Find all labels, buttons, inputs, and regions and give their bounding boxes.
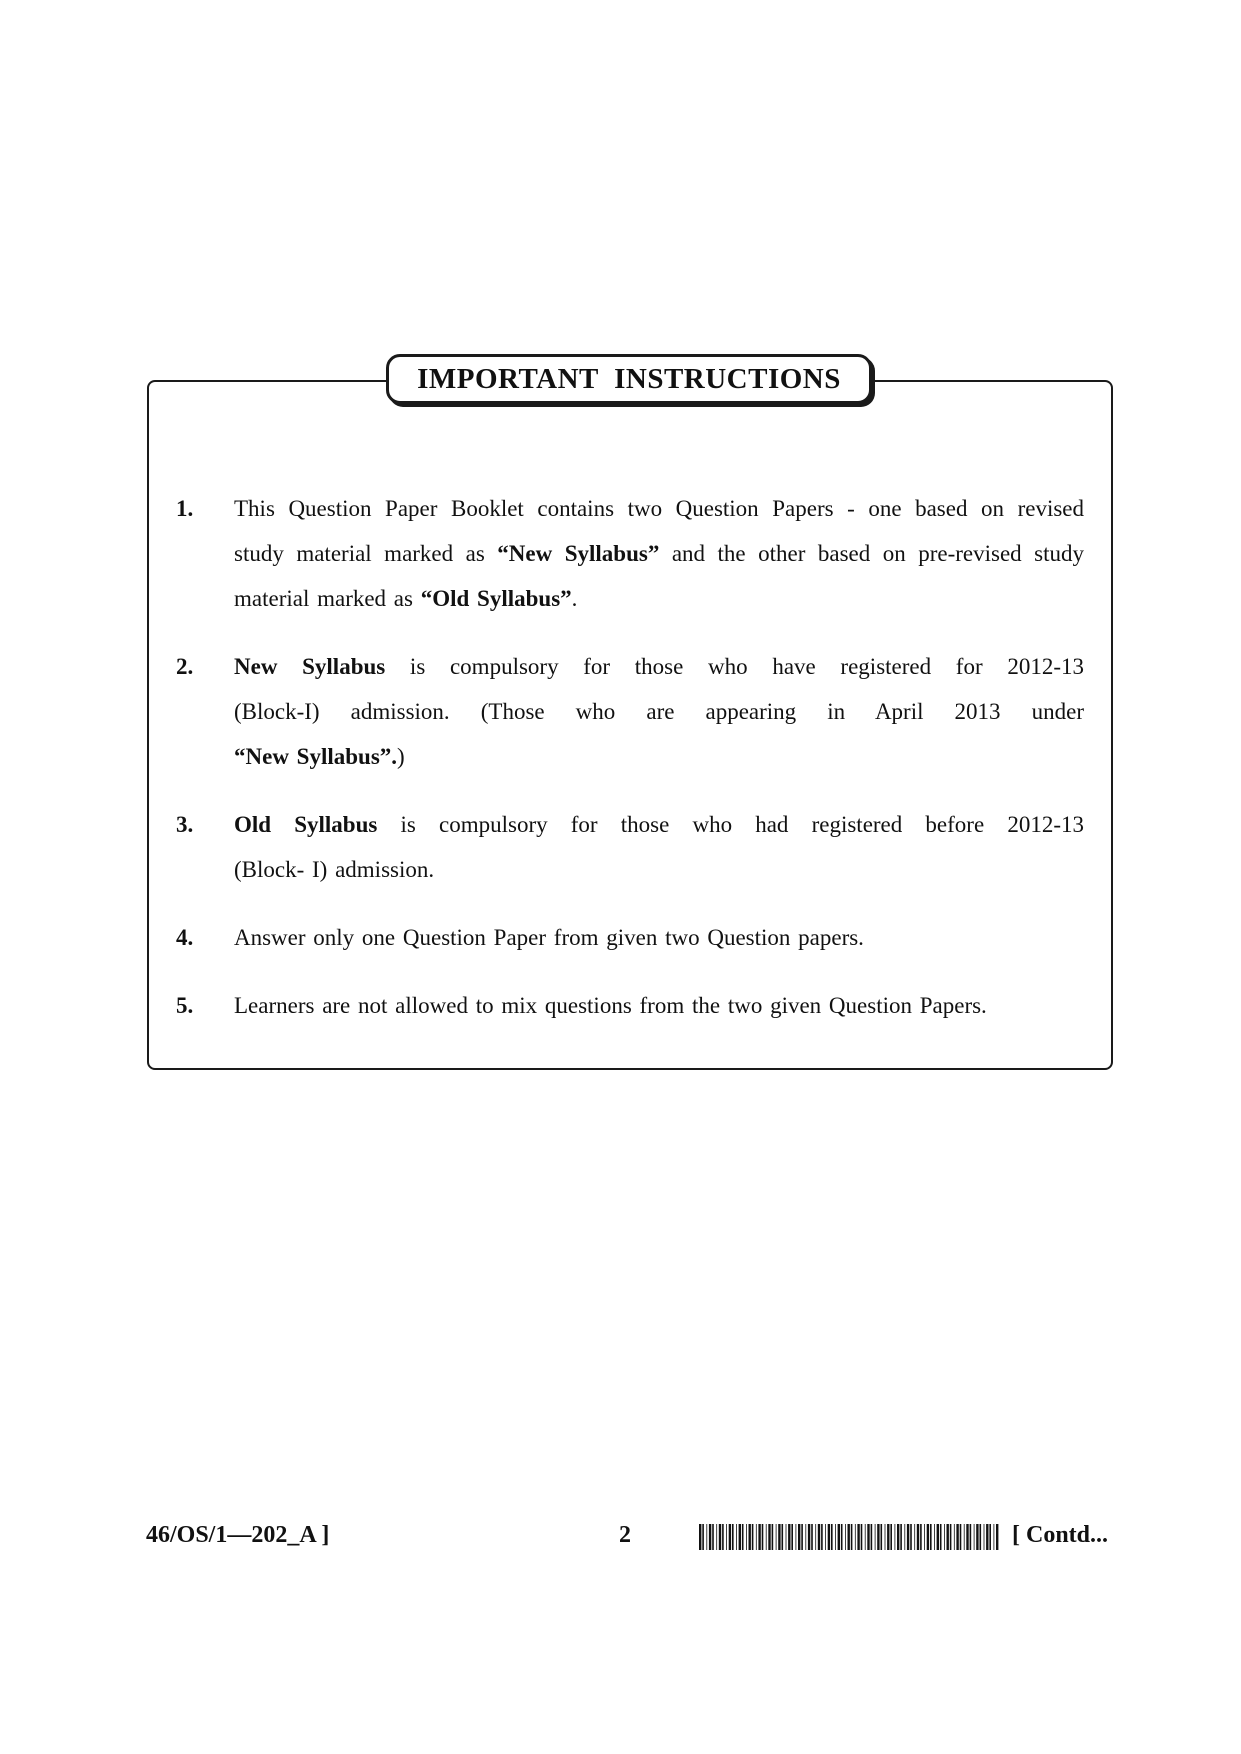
page-footer <box>0 1522 1241 1556</box>
instruction-text: Learners are not allowed to mix questions from the two given Question Papers. <box>234 993 987 1018</box>
continued-label: [ Contd... <box>1012 1522 1109 1548</box>
instruction-number: 4. <box>176 925 194 950</box>
instruction-line <box>234 847 1084 892</box>
emphasized-text: Old Syllabus <box>234 812 378 837</box>
barcode-image <box>699 1524 999 1550</box>
instructions-title: IMPORTANT INSTRUCTIONS <box>386 354 872 404</box>
instruction-item <box>176 644 1084 779</box>
instruction-text: material marked as <box>234 586 421 611</box>
instruction-item <box>176 486 1084 621</box>
instruction-item <box>176 802 1084 892</box>
instruction-text: (Block-I) admission. (Those who are appearing in April 2013 under <box>234 699 1084 724</box>
paper-code: 46/OS/1—202_A ] <box>146 1522 330 1548</box>
instruction-number: 2. <box>176 654 194 679</box>
instruction-line <box>234 576 1084 621</box>
instruction-number: 1. <box>176 496 194 521</box>
instruction-line <box>234 486 1084 531</box>
instructions-list <box>176 486 1084 1051</box>
page-number: 2 <box>619 1522 631 1548</box>
emphasized-text: New Syllabus <box>234 654 386 679</box>
instruction-line <box>234 689 1084 734</box>
instruction-text: (Block- I) admission. <box>234 857 435 882</box>
instruction-number: 3. <box>176 812 194 837</box>
instruction-text: ) <box>397 744 405 769</box>
emphasized-text: “New Syllabus” <box>497 541 660 566</box>
instruction-text: . <box>571 586 578 611</box>
instruction-text: and the other based on pre-revised study <box>659 541 1084 566</box>
instruction-text: is compulsory for those who had registered before 2012-13 <box>377 812 1084 837</box>
emphasized-text: “New Syllabus”. <box>234 744 398 769</box>
instruction-text: is compulsory for those who have registered for 2012-13 <box>385 654 1084 679</box>
instruction-text: This Question Paper Booklet contains two Question Papers - one based on revised <box>234 496 1084 521</box>
instruction-text: study material marked as <box>234 541 498 566</box>
instruction-item <box>176 915 1084 960</box>
instruction-text: Answer only one Question Paper from given two Question papers. <box>234 925 864 950</box>
instruction-line <box>234 983 1084 1028</box>
emphasized-text: “Old Syllabus” <box>420 586 572 611</box>
instruction-item <box>176 983 1084 1028</box>
instruction-line <box>234 915 1084 960</box>
instruction-line <box>234 802 1084 847</box>
instruction-line <box>234 734 1084 779</box>
instruction-number: 5. <box>176 993 194 1018</box>
instruction-line <box>234 531 1084 576</box>
instruction-line <box>234 644 1084 689</box>
